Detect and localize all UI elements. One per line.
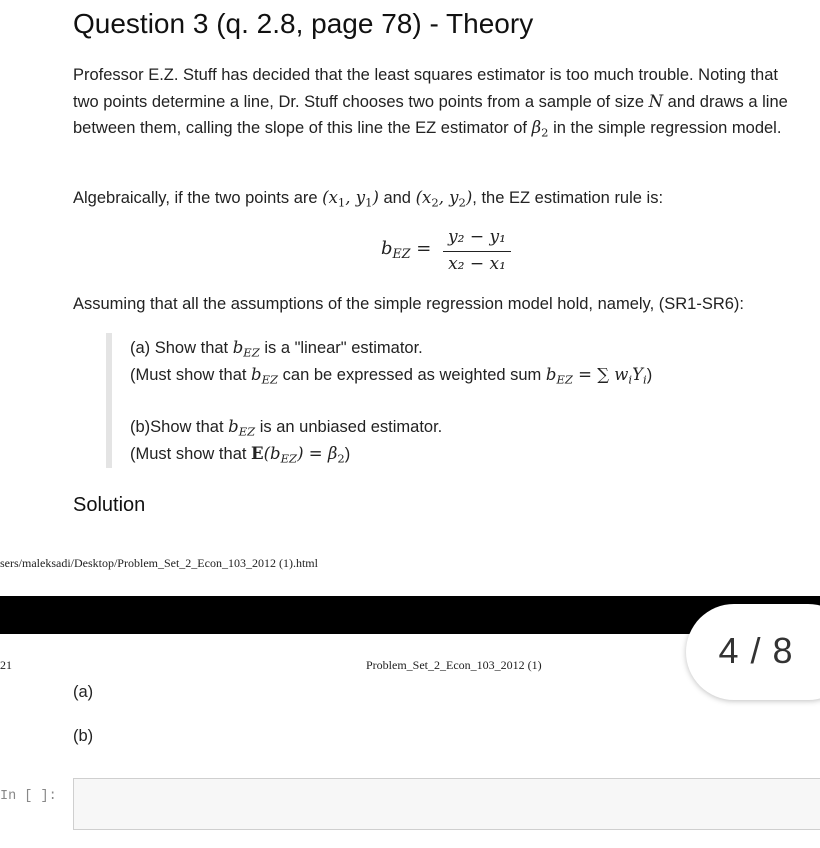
part-b-label: (b) bbox=[73, 727, 94, 745]
part-a-label: (a) bbox=[73, 683, 94, 701]
part-b-hint: (Must show that $E(b_{EZ}) = \beta_2$) bbox=[130, 444, 351, 466]
blockquote-bar bbox=[106, 333, 112, 468]
formula-fraction bbox=[443, 227, 511, 274]
print-header-title: Problem_Set_2_Econ_103_2012 (1) bbox=[366, 658, 542, 672]
print-footer-path: sers/maleksadi/Desktop/Problem_Set_2_Econ_103_2012 (1).html bbox=[0, 556, 318, 570]
page-indicator-text: 4 / 8 bbox=[718, 630, 794, 671]
code-cell-input[interactable] bbox=[73, 778, 820, 830]
cell-prompt: In [ ]: bbox=[0, 789, 57, 804]
formula-denominator: x₂ − x₁ bbox=[448, 254, 506, 274]
ez-formula bbox=[381, 227, 521, 279]
solution-heading: Solution bbox=[73, 494, 146, 516]
formula-numerator: y₂ − y₁ bbox=[448, 227, 506, 247]
page-indicator bbox=[686, 604, 820, 700]
print-header-page: 21 bbox=[0, 658, 12, 672]
intro-paragraph: Professor E.Z. Stuff has decided that the least squares estimator is too much trouble. Noting that two points determine a line, Dr. Stuff chooses two points from a sample of size N and draws a line between them, calling the slope of this line the EZ estimator of $\beta_2$ in the simple regression model. bbox=[73, 66, 788, 140]
part-a-hint: (Must show that $b_{EZ}$ can be expressed as weighted sum $b_{EZ}$ = ∑ $w_iY_i$) bbox=[130, 365, 653, 387]
part-b-question: (b)Show that $b_{EZ}$ is an unbiased estimator. bbox=[130, 417, 443, 439]
algebra-paragraph: Algebraically, if the two points are ($x_1$, $y_1$) and ($x_2$, $y_2$), the EZ estimation rule is: bbox=[73, 188, 664, 210]
formula-lhs: $b_{EZ}$ = bbox=[381, 238, 432, 261]
part-a-question: (a) Show that $b_{EZ}$ is a "linear" estimator. bbox=[130, 338, 423, 360]
assumption-text: Assuming that all the assumptions of the simple regression model hold, namely, (SR1-SR6): bbox=[73, 295, 744, 313]
page-title: Question 3 (q. 2.8, page 78) - Theory bbox=[73, 8, 534, 39]
